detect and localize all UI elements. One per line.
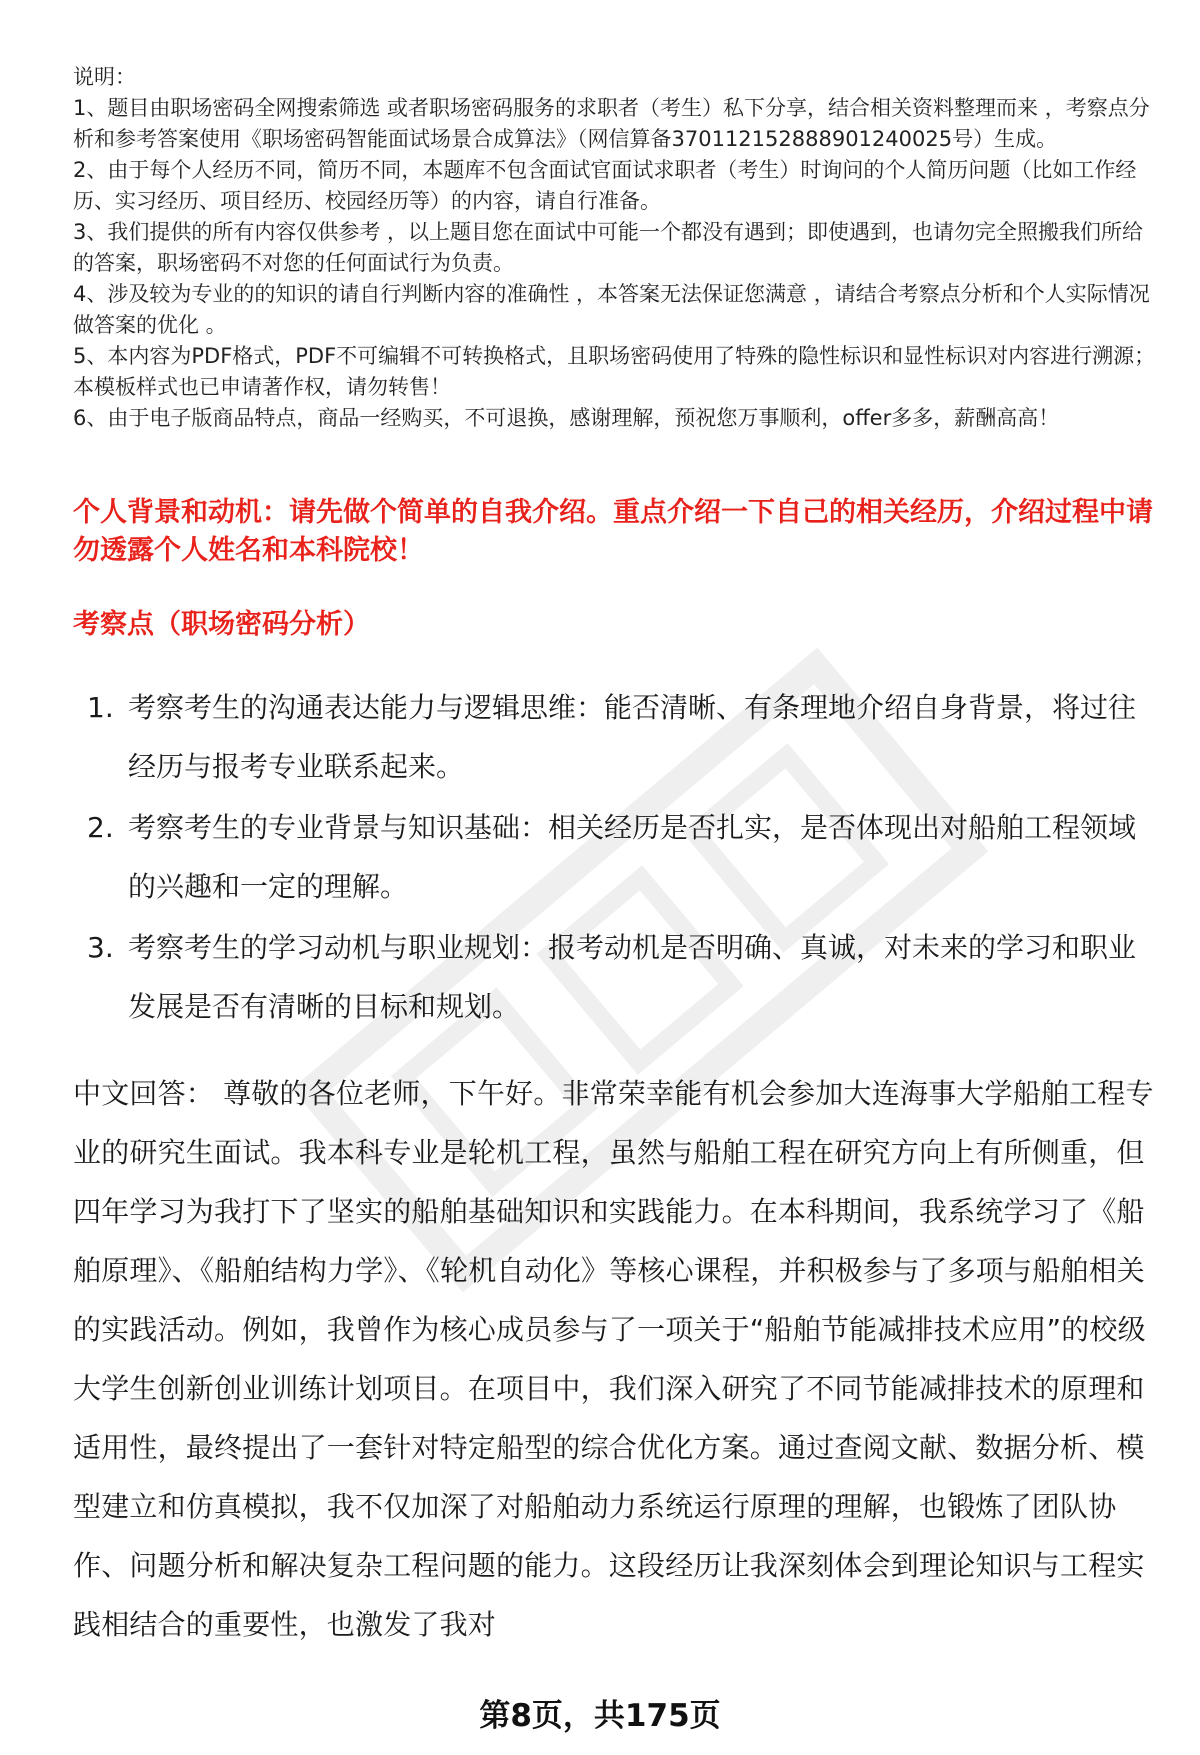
note-item: 4、涉及较为专业的的知识的请自行判断内容的准确性 ，本答案无法保证您满意 ，请结合考察点分析和个人实际情况做答案的优化 。 bbox=[73, 282, 1150, 337]
analysis-point bbox=[73, 918, 1163, 1036]
interview-question: 个人背景和动机：请先做个简单的自我介绍。重点介绍一下自己的相关经历，介绍过程中请勿透露个人姓名和本科院校！ bbox=[73, 497, 1153, 566]
answer-text: 中文回答： 尊敬的各位老师，下午好。非常荣幸能有机会参加大连海事大学船舶工程专业的研究生面试。我本科专业是轮机工程，虽然与船舶工程在研究方向上有所侧重，但四年学习为我打下了坚实的船舶基础知识和实践能力。在本科期间，我系统学习了《船舶原理》、《船舶结构力学》、《轮机自动化》等核心课程，并积极参与了多项与船舶相关的实践活动。例如，我曾作为核心成员参与了一项关于“船舶节能减排技术应用”的校级大学生创新创业训练计划项目。在项目中，我们深入研究了不同节能减排技术的原理和适用性，最终提出了一套针对特定船型的综合优化方案。通过查阅文献、数据分析、模型建立和仿真模拟，我不仅加深了对船舶动力系统运行原理的理解，也锻炼了团队协作、问题分析和解决复杂工程问题的能力。这段经历让我深刻体会到理论知识与工程实践相结合的重要性，也激发了我对 bbox=[73, 1077, 1154, 1641]
note-item: 5、本内容为PDF格式，PDF不可编辑不可转换格式，且职场密码使用了特殊的隐性标识和显性标识对内容进行溯源；本模板样式也已申请著作权，请勿转售！ bbox=[73, 344, 1156, 399]
note-item: 1、题目由职场密码全网搜索筛选 或者职场密码服务的求职者（考生）私下分享，结合相关资料整理而来 ，考察点分析和参考答案使用《职场密码智能面试场景合成算法》（网信算备370112152888901240025号）生成。 bbox=[73, 96, 1150, 151]
point-text: 考察考生的学习动机与职业规划：报考动机是否明确、真诚，对未来的学习和职业发展是否有清晰的目标和规划。 bbox=[128, 931, 1137, 1023]
analysis-title: 考察点（职场密码分析） bbox=[73, 609, 370, 640]
note-item: 6、由于电子版商品特点，商品一经购买，不可退换，感谢理解，预祝您万事顺利，offer多多，薪酬高高！ bbox=[73, 406, 1060, 430]
page-number: 第8页，共175页 bbox=[479, 1698, 721, 1734]
note-item: 2、由于每个人经历不同，简历不同，本题库不包含面试官面试求职者（考生）时询问的个人简历问题（比如工作经历、实习经历、项目经历、校园经历等）的内容，请自行准备。 bbox=[73, 158, 1137, 213]
point-number: 1. bbox=[87, 691, 114, 724]
point-text: 考察考生的沟通表达能力与逻辑思维：能否清晰、有条理地介绍自身背景，将过往经历与报考专业联系起来。 bbox=[128, 691, 1137, 783]
point-number: 2. bbox=[87, 811, 114, 844]
analysis-point bbox=[73, 798, 1163, 916]
point-number: 3. bbox=[87, 931, 114, 964]
note-item: 3、我们提供的所有内容仅供参考 ，以上题目您在面试中可能一个都没有遇到；即使遇到，也请勿完全照搬我们所给的答案，职场密码不对您的任何面试行为负责。 bbox=[73, 220, 1144, 275]
notes-title: 说明： bbox=[73, 65, 136, 89]
analysis-points bbox=[73, 678, 1163, 1038]
point-text: 考察考生的专业背景与知识基础：相关经历是否扎实，是否体现出对船舶工程领域的兴趣和一定的理解。 bbox=[128, 811, 1137, 903]
analysis-point bbox=[73, 678, 1163, 796]
disclaimer-notes bbox=[73, 62, 1163, 434]
